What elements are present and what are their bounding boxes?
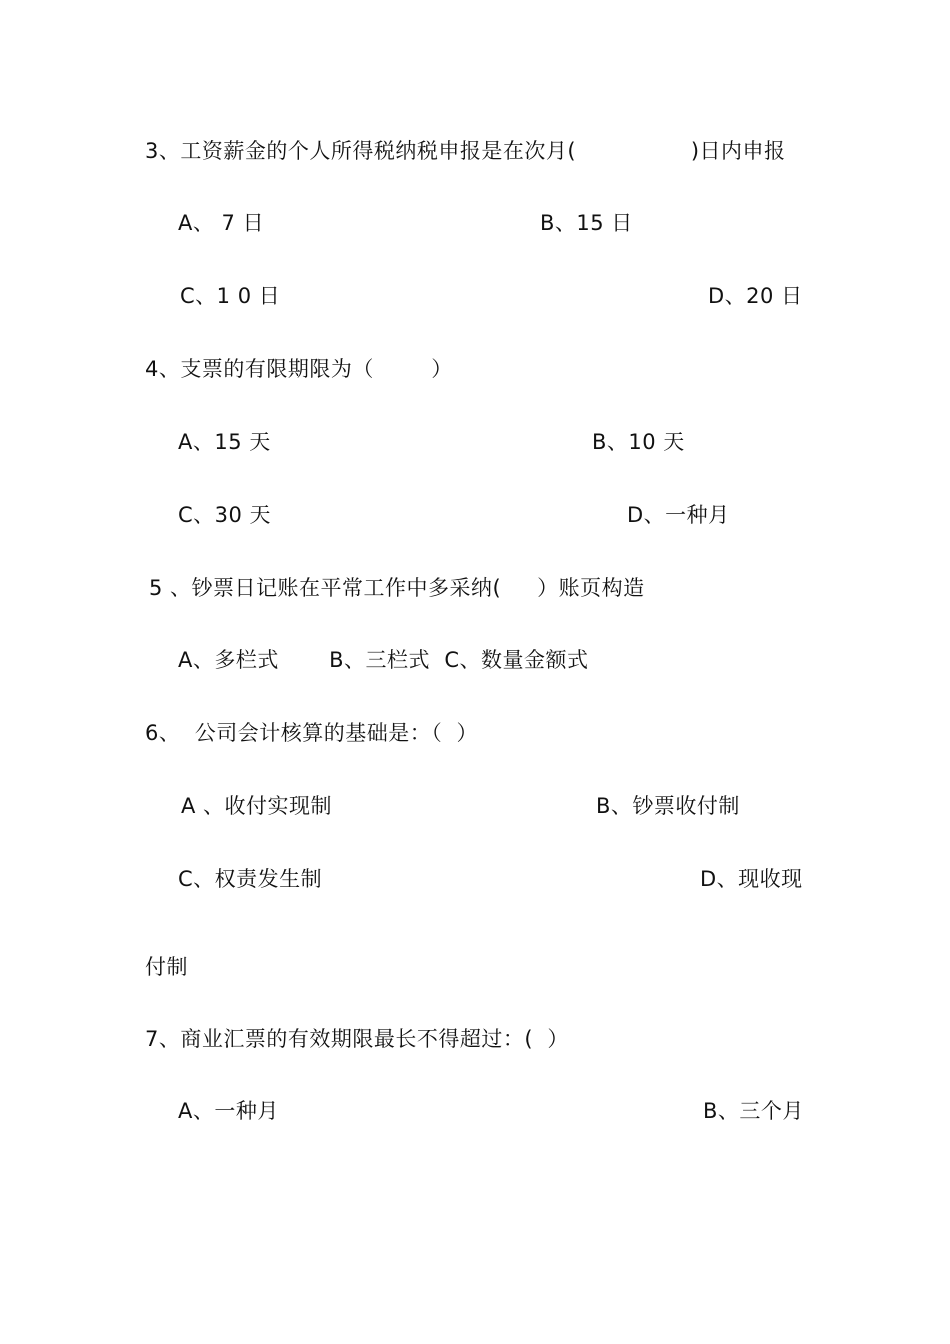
question-4-option-a: A、15 天 [178, 430, 271, 454]
question-6-option-d: D、现收现 [700, 867, 803, 891]
question-7-option-b: B、三个月 [703, 1099, 804, 1123]
question-6-option-b: B、钞票收付制 [596, 794, 740, 818]
question-3-option-a: A、 7 日 [178, 211, 265, 235]
question-4-option-b: B、10 天 [592, 430, 685, 454]
question-5-options: A、多栏式 B、三栏式 C、数量金额式 [178, 648, 589, 672]
question-6-option-a: A 、收付实现制 [181, 794, 333, 818]
question-3-option-d: D、20 日 [708, 284, 803, 308]
question-3-option-b: B、15 日 [540, 211, 633, 235]
question-3-option-c: C、1 0 日 [180, 284, 281, 308]
question-6-option-d-continuation: 付制 [145, 955, 188, 979]
question-4-option-c: C、30 天 [178, 503, 272, 527]
question-6-stem: 6、 公司会计核算的基础是：（ ） [145, 721, 479, 745]
question-7-option-a: A、一种月 [178, 1099, 279, 1123]
question-4-stem: 4、支票的有限期限为（ ） [145, 357, 453, 381]
question-7-stem: 7、商业汇票的有效期限最长不得超过：( ） [145, 1027, 569, 1051]
question-3-stem: 3、工资薪金的个人所得税纳税申报是在次月( )日内申报 [145, 139, 786, 163]
question-4-option-d: D、一种月 [627, 503, 730, 527]
question-5-stem: 5 、钞票日记账在平常工作中多采纳( ）账页构造 [149, 576, 645, 600]
question-6-option-c: C、权责发生制 [178, 867, 323, 891]
